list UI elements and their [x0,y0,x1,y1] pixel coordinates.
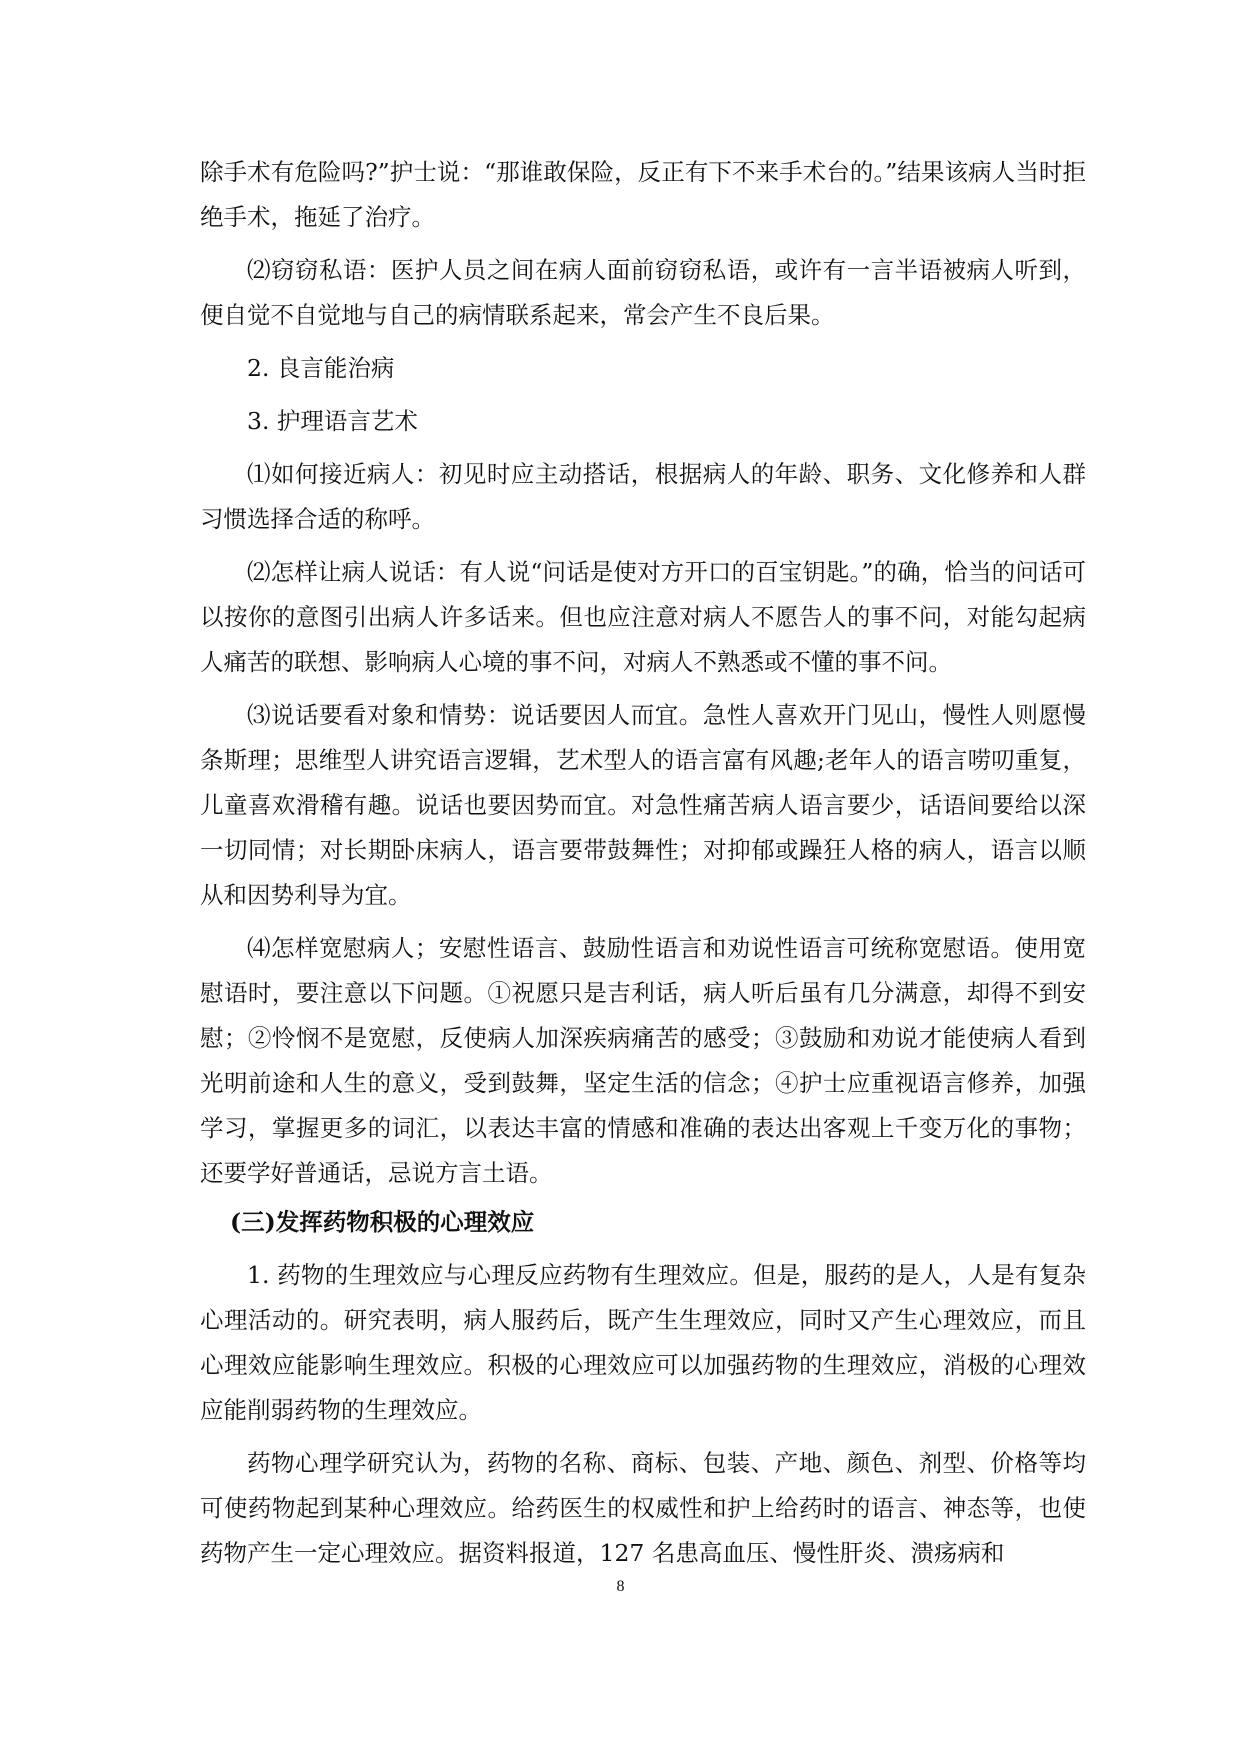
paragraph-physiological-psychological: 1. 药物的生理效应与心理反应药物有生理效应。但是，服药的是人，人是有复杂心理活动的。研究表明，病人服药后，既产生生理效应，同时又产生心理效应，而且心理效应能影响生理效应。积极的心理效应可以加强药物的生理效应，消极的心理效应能削弱药物的生理效应。 [200,1261,1086,1424]
paragraph-comfort-patient: ⑷怎样宽慰病人；安慰性语言、鼓励性语言和劝说性语言可统称宽慰语。使用宽慰语时，要注意以下问题。①祝愿只是吉利话，病人听后虽有几分满意，却得不到安慰；②怜悯不是宽慰，反使病人加深疾病痛苦的感受；③鼓励和劝说才能使病人看到光明前途和人生的意义，受到鼓舞，坚定生活的信念；④护士应重视语言修养，加强学习，掌握更多的词汇，以表达丰富的情感和准确的表达出客观上千变万化的事物；还要学好普通话，忌说方言土语。 [200,934,1086,1187]
paragraph-drug-psychology: 药物心理学研究认为，药物的名称、商标、包装、产地、颜色、剂型、价格等均可使药物起到某种心理效应。给药医生的权威性和护上给药时的语言、神态等，也使药物产生一定心理效应。据资料报道，127 名患高血压、慢性肝炎、溃疡病和 [200,1449,1086,1567]
item-good-words-heal: 2. 良言能治病 [247,354,395,382]
item-nursing-language-art: 3. 护理语言艺术 [247,407,418,435]
section-heading-drug-effect: (三)发挥药物积极的心理效应 [230,1208,535,1236]
page-body [200,150,1086,1576]
paragraph-let-patient-talk: ⑵怎样让病人说话：有人说“问话是使对方开口的百宝钥匙。”的确，恰当的问话可以按你的意图引出病人许多话来。但也应注意对病人不愿告人的事不问，对能勾起病人痛苦的联想、影响病人心境的事不问，对病人不熟悉或不懂的事不问。 [200,558,1086,676]
paragraph-approach-patient: ⑴如何接近病人：初见时应主动搭话，根据病人的年龄、职务、文化修养和人群习惯选择合适的称呼。 [200,460,1086,533]
paragraph-whispering: ⑵窃窃私语：医护人员之间在病人面前窃窃私语，或许有一言半语被病人听到，便自觉不自觉地与自己的病情联系起来，常会产生不良后果。 [200,256,1086,329]
paragraph-speak-to-audience: ⑶说话要看对象和情势：说话要因人而宜。急性人喜欢开门见山，慢性人则愿慢条斯理；思维型人讲究语言逻辑，艺术型人的语言富有风趣;老年人的语言唠叨重复，儿童喜欢滑稽有趣。说话也要因势而宜。对急性痛苦病人语言要少，话语间要给以深一切同情；对长期卧床病人，语言要带鼓舞性；对抑郁或躁狂人格的病人，语言以顺从和因势利导为宜。 [200,701,1086,909]
page-number: 8 [616,1578,625,1595]
paragraph-surgery-risk: 除手术有危险吗?”护士说：“那谁敢保险，反正有下不来手术台的。”结果该病人当时拒绝手术，拖延了治疗。 [200,158,1086,231]
